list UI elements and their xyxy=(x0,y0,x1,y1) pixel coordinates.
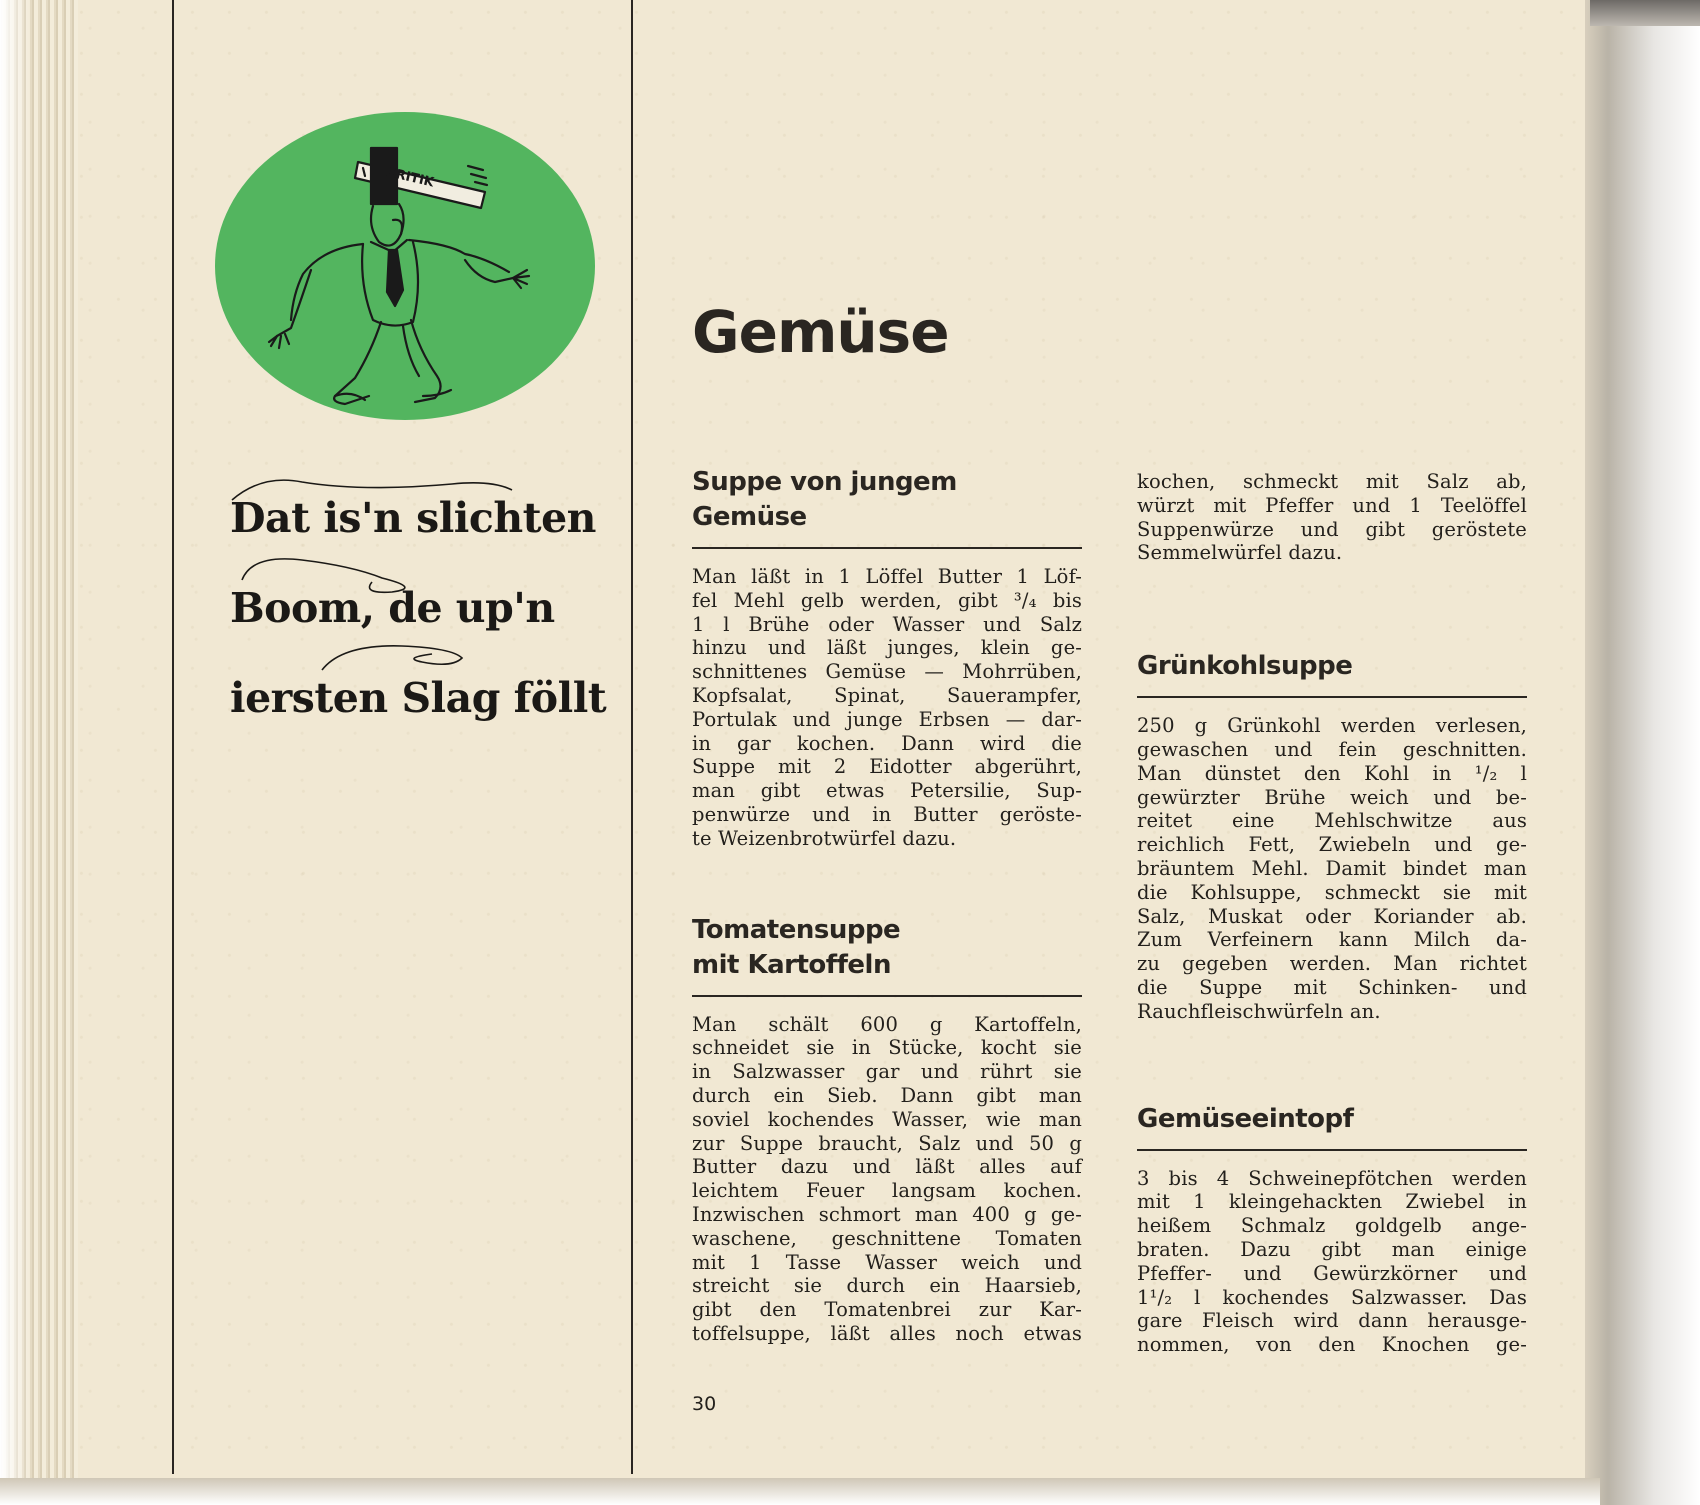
text-line: nommen, von den Knochen ge- xyxy=(1137,1333,1527,1357)
text-line: in gar kochen. Dann wird die xyxy=(692,731,1082,755)
recipe-heading-line: Suppe von jungem xyxy=(692,467,957,497)
text-line: schneidet sie in Stücke, kocht sie xyxy=(692,1036,1082,1060)
text-line: durch ein Sieb. Dann gibt man xyxy=(692,1083,1082,1107)
text-line: zur Suppe braucht, Salz und 50 g xyxy=(692,1131,1082,1155)
recipe-column-right xyxy=(1137,470,1527,1357)
text-line: waschene, geschnittene Tomaten xyxy=(692,1226,1082,1250)
text-line: gewürzter Brühe weich und be- xyxy=(1137,785,1527,809)
text-line: mit 1 Tasse Wasser weich und xyxy=(692,1250,1082,1274)
text-line: gibt den Tomatenbrei zur Kar- xyxy=(692,1298,1082,1322)
text-line: zu gegeben werden. Man richtet xyxy=(1137,952,1527,976)
motto-line-2: Boom, de up'n xyxy=(230,584,555,632)
text-line: reichlich Fett, Zwiebeln und ge- xyxy=(1137,833,1527,857)
middle-column-rule xyxy=(631,0,633,1474)
text-line: Man schält 600 g Kartoffeln, xyxy=(692,1012,1082,1036)
text-line: 250 g Grünkohl werden verlesen, xyxy=(1137,714,1527,738)
text-line: gare Fleisch wird dann herausge- xyxy=(1137,1309,1527,1333)
text-line: braten. Dazu gibt man einige xyxy=(1137,1237,1527,1261)
recipe-heading-line: Gemüse xyxy=(692,502,807,532)
text-line: Inzwischen schmort man 400 g ge- xyxy=(692,1202,1082,1226)
recipe-body xyxy=(692,565,1082,851)
left-column-rule xyxy=(172,0,174,1474)
book-gutter-top xyxy=(1590,0,1700,26)
text-line: Man läßt in 1 Löffel Butter 1 Löf- xyxy=(692,565,1082,588)
text-line: gewaschen und fein geschnitten. xyxy=(1137,737,1527,761)
page-number: 30 xyxy=(692,1393,717,1415)
text-line: toffelsuppe, läßt alles noch etwas xyxy=(692,1321,1082,1345)
text-line: Kopfsalat, Spinat, Sauerampfer, xyxy=(692,683,1082,707)
page-edge-stack xyxy=(0,0,78,1482)
recipe-heading: Grünkohlsuppe xyxy=(1137,651,1353,682)
heading-rule xyxy=(1137,1149,1527,1151)
text-line: bräuntem Mehl. Damit bindet man xyxy=(1137,856,1527,880)
recipe-tomatensuppe-mit-kartoffeln xyxy=(692,913,1082,1346)
page-bottom-edge xyxy=(0,1478,1600,1505)
recipe-gruenkohlsuppe xyxy=(1137,649,1527,1023)
text-line: streicht sie durch ein Haarsieb, xyxy=(692,1274,1082,1298)
text-line: 1¹/₂ l kochendes Salzwasser. Das xyxy=(1137,1285,1527,1309)
recipe-heading xyxy=(692,913,1082,983)
book-gutter-shadow xyxy=(1585,0,1700,1505)
recipe-heading-line: Tomatensuppe xyxy=(692,914,901,945)
text-line: Butter dazu und läßt alles auf xyxy=(692,1155,1082,1179)
motto-line-3: iersten Slag föllt xyxy=(230,674,607,722)
text-line: kochen, schmeckt mit Salz ab, xyxy=(1137,470,1527,493)
text-line: Pfeffer- und Gewürzkörner und xyxy=(1137,1261,1527,1285)
kritik-sign-text: KRITIK xyxy=(384,164,436,191)
recipe-heading xyxy=(692,465,1082,535)
page-title: Gemüse xyxy=(692,298,949,366)
text-line: mit 1 kleingehackten Zwiebel in xyxy=(1137,1190,1527,1214)
motto-calligraphy xyxy=(222,470,607,760)
text-line: 1 l Brühe oder Wasser und Salz xyxy=(692,612,1082,636)
text-line: Salz, Muskat oder Koriander ab. xyxy=(1137,904,1527,928)
heading-rule xyxy=(692,547,1082,549)
recipe-gemueseeintopf xyxy=(1137,1102,1527,1357)
text-line: reitet eine Mehlschwitze aus xyxy=(1137,809,1527,833)
text-line: heißem Schmalz goldgelb ange- xyxy=(1137,1214,1527,1238)
text-line: te Weizenbrotwürfel dazu. xyxy=(692,826,957,850)
text-line: soviel kochendes Wasser, wie man xyxy=(692,1107,1082,1131)
recipe-body xyxy=(1137,714,1527,1023)
text-line: in Salzwasser gar und rührt sie xyxy=(692,1060,1082,1084)
text-line: Man dünstet den Kohl in ¹/₂ l xyxy=(1137,761,1527,785)
text-line: Rauchfleischwürfeln an. xyxy=(1137,999,1381,1023)
text-line: hinzu und läßt junges, klein ge- xyxy=(692,636,1082,660)
recipe-suppe-von-jungem-gemuese xyxy=(692,465,1082,851)
recipe-heading-line: mit Kartoffeln xyxy=(692,949,891,980)
text-line: Semmelwürfel dazu. xyxy=(1137,541,1343,565)
text-line: Zum Verfeinern kann Milch da- xyxy=(1137,928,1527,952)
cartoon-illustration xyxy=(213,110,597,422)
heading-rule xyxy=(692,995,1082,997)
text-line: fel Mehl gelb werden, gibt ³/₄ bis xyxy=(692,588,1082,612)
recipe-column-left xyxy=(692,465,1082,1346)
text-line: schnittenes Gemüse — Mohrrüben, xyxy=(692,660,1082,684)
heading-rule xyxy=(1137,696,1527,698)
text-line: Suppenwürze und gibt geröstete xyxy=(1137,517,1527,541)
motto-line-1: Dat is'n slichten xyxy=(230,494,596,542)
text-line: die Kohlsuppe, schmeckt sie mit xyxy=(1137,880,1527,904)
text-line: Suppe mit 2 Eidotter abgerührt, xyxy=(692,755,1082,779)
recipe-body xyxy=(1137,1167,1527,1357)
text-line: 3 bis 4 Schweinepfötchen werden xyxy=(1137,1166,1527,1190)
green-oval xyxy=(215,112,595,420)
recipe-heading: Gemüseeintopf xyxy=(1137,1103,1354,1134)
recipe-continuation xyxy=(1137,470,1527,565)
recipe-body xyxy=(692,1013,1082,1346)
text-line: würzt mit Pfeffer und 1 Teelöffel xyxy=(1137,493,1527,517)
text-line: leichtem Feuer langsam kochen. xyxy=(692,1179,1082,1203)
text-line: penwürze und in Butter geröste- xyxy=(692,802,1082,826)
text-line: man gibt etwas Petersilie, Sup- xyxy=(692,779,1082,803)
text-line: die Suppe mit Schinken- und xyxy=(1137,975,1527,999)
text-line: Portulak und junge Erbsen — dar- xyxy=(692,707,1082,731)
